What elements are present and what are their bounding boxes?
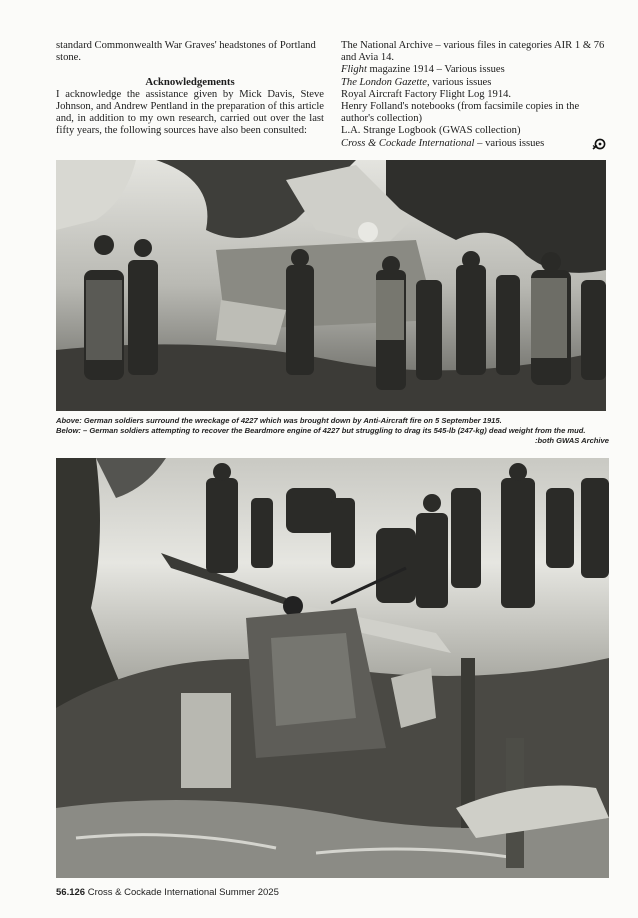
caption-above: Above: German soldiers surround the wreckage of 4227 which was brought down by Anti-Aircraft fire on 5 September 1915. — [56, 416, 502, 425]
source-item: and Avia 14. — [341, 52, 395, 64]
publication-name: Cross & Cockade International Summer 2025 — [87, 887, 279, 898]
roundel-propeller-icon — [592, 137, 606, 151]
photo-engine-recovery — [56, 458, 609, 878]
caption-below: Below: – German soldiers attempting to recover the Beardmore engine of 4227 but struggling to drag its 545-lb (247-kg) dead weight from the mud. — [56, 426, 586, 435]
acknowledgements-heading: Acknowledgements — [145, 76, 235, 89]
source-item: Royal Aircraft Factory Flight Log 1914. — [341, 88, 512, 100]
photo-captions — [56, 416, 609, 446]
acknowledgements-text: I acknowledge the assistance given by Mick Davis, Steve Johnson, and Andrew Pentland in the preparation of this article and, in addition to my own research, carried out over the last fifty years, the following sources have also been consulted: — [56, 88, 324, 137]
intro-line-1: standard Commonwealth War Graves' headstones of Portland — [56, 40, 316, 51]
source-item: Henry Folland's notebooks (from facsimile copies in the — [341, 101, 580, 113]
page-footer — [56, 887, 279, 898]
left-column — [56, 40, 324, 137]
intro-line-2: stone. — [56, 52, 82, 64]
source-item: The National Archive – various files in categories AIR 1 & 76 — [341, 40, 605, 51]
photo-credit: :both GWAS Archive — [535, 436, 609, 445]
source-item: author's collection) — [341, 113, 423, 125]
source-item: L.A. Strange Logbook (GWAS collection) — [341, 125, 521, 137]
page-number: 56.126 — [56, 887, 86, 898]
photo-wreckage-crowd — [56, 160, 606, 411]
source-item: Cross & Cockade International – various issues — [341, 137, 545, 149]
source-item: The London Gazette, various issues — [341, 76, 492, 88]
sources-list — [341, 40, 605, 150]
source-item: Flight magazine 1914 – Various issues — [341, 64, 505, 76]
